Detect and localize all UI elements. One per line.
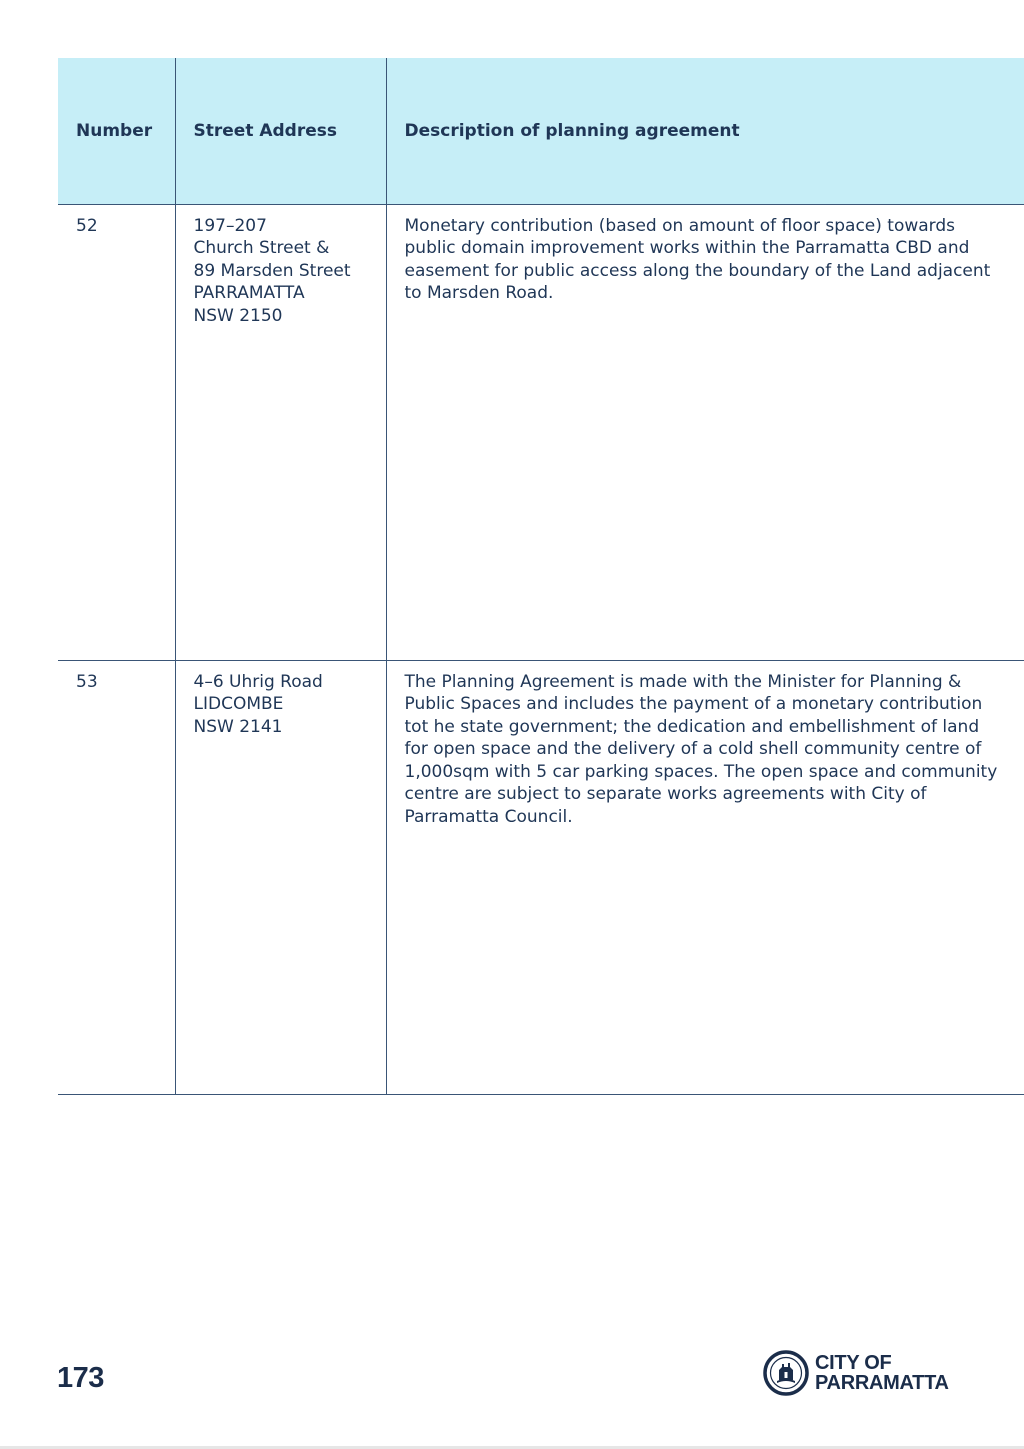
- table-row: [58, 204, 1024, 660]
- header-street-address: Street Address: [175, 58, 386, 204]
- address-line: PARRAMATTA: [193, 283, 305, 303]
- address-line: Church Street &: [193, 238, 330, 258]
- header-number: Number: [58, 58, 175, 204]
- planning-agreements-table: [58, 58, 1024, 1095]
- logo-wordmark: [815, 1353, 949, 1393]
- row-address: [175, 660, 386, 1094]
- header-description: Description of planning agreement: [386, 58, 1024, 204]
- row-description: Monetary contribution (based on amount of floor space) towards public domain improvement works within the Parramatta CBD and easement for public access along the boundary of the Land adjacent to Marsden Road.: [386, 204, 1024, 660]
- page-number: 173: [57, 1362, 104, 1394]
- table-header-row: [58, 58, 1024, 204]
- address-line: 4–6 Uhrig Road: [193, 671, 323, 692]
- address-line: NSW 2141: [193, 716, 283, 737]
- address-line: LIDCOMBE: [193, 694, 284, 714]
- row-description: The Planning Agreement is made with the Minister for Planning & Public Spaces and includes the payment of a monetary contribution tot he state government; the dedication and embellishment of land for open space and the delivery of a cold shell community centre of 1,000sqm with 5 car parking spaces. The open space and community centre are subject to separate works agreements with City of Parramatta Council.: [386, 660, 1024, 1094]
- address-line: 197–207: [193, 215, 267, 236]
- logo-line-2: PARRAMATTA: [815, 1372, 949, 1394]
- table-row: [58, 660, 1024, 1094]
- row-number: 52: [58, 204, 175, 660]
- address-line: 89 Marsden Street: [193, 260, 351, 281]
- row-number: 53: [58, 660, 175, 1094]
- row-address: [175, 204, 386, 660]
- logo-line-1: CITY OF: [815, 1352, 892, 1374]
- address-line: NSW 2150: [193, 305, 283, 326]
- city-seal-icon: [763, 1350, 809, 1396]
- city-of-parramatta-logo: [763, 1350, 949, 1396]
